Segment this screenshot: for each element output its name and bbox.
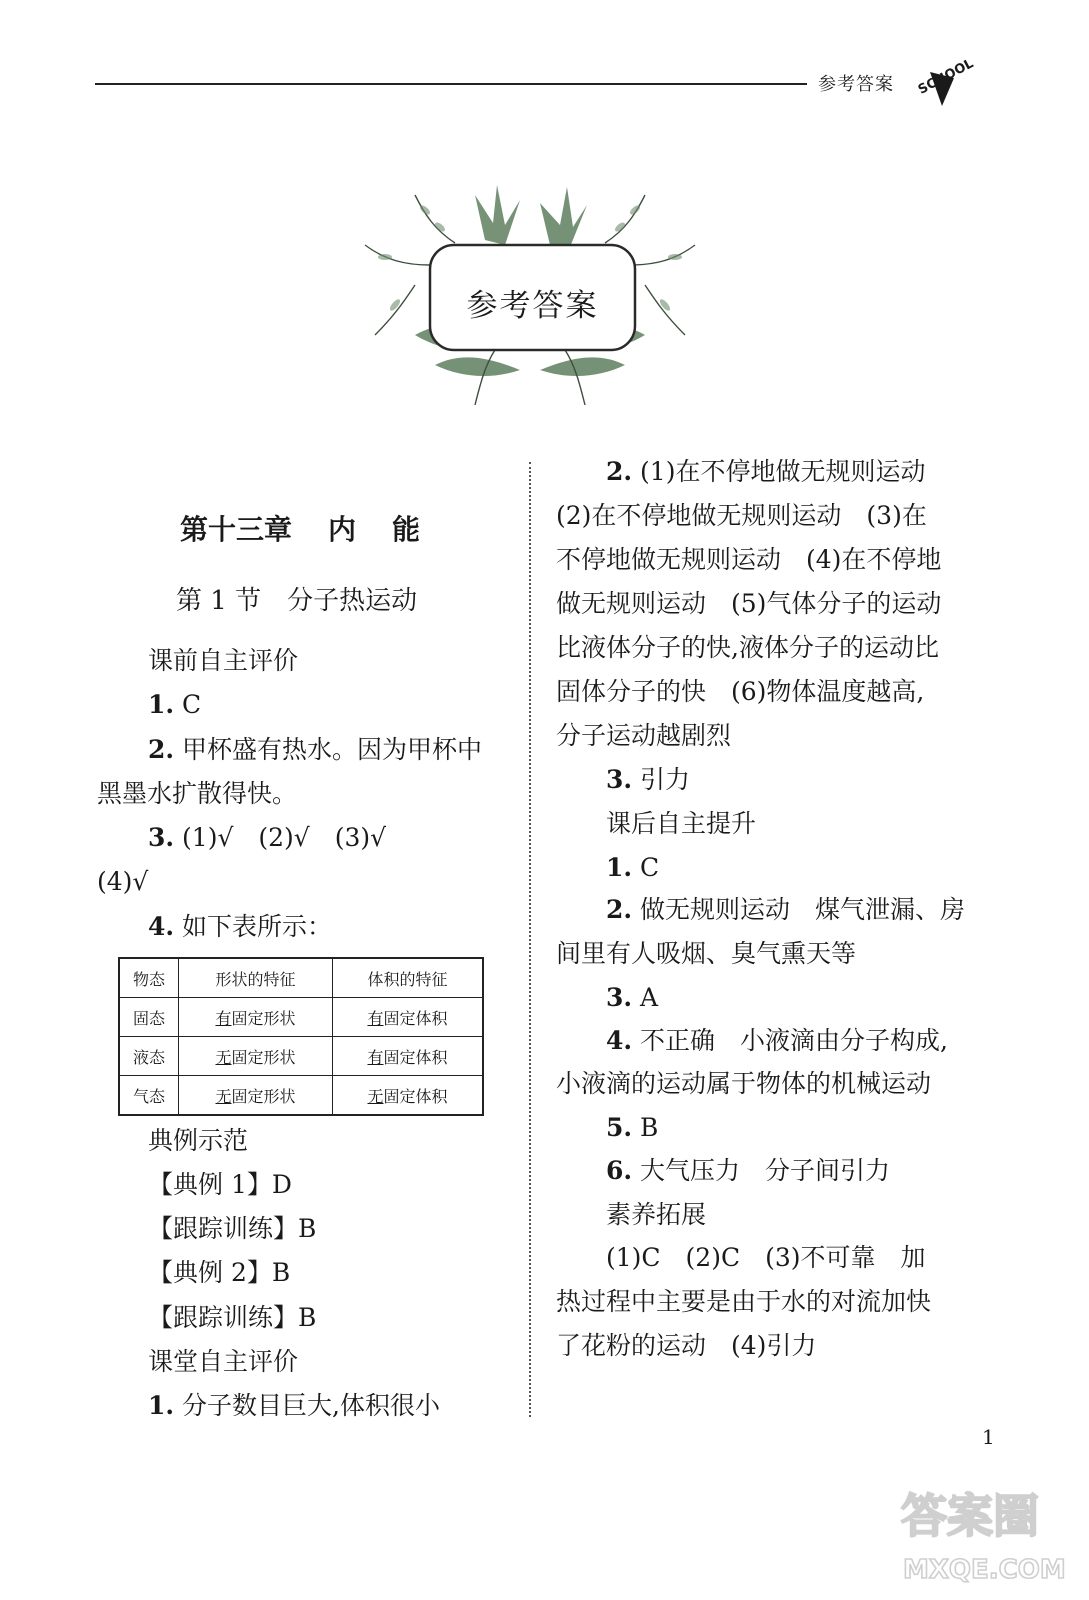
chapter-name-part1: 内: [328, 513, 357, 546]
table-row: [119, 1037, 483, 1076]
left-line-4: 黑墨水扩散得快。: [97, 779, 298, 808]
table-cell: 无固定形状: [179, 1076, 333, 1116]
right-line-4: 做无规则运动 (5)气体分子的运动: [556, 589, 942, 618]
section-title: 第 1 节 分子热运动: [176, 586, 418, 616]
table-cell: 有固定体积: [333, 998, 484, 1037]
right-line-19: (1)C (2)C (3)不可靠 加: [606, 1243, 926, 1272]
right-line-2: (2)在不停地做无规则运动 (3)在: [556, 501, 927, 530]
column-divider: [529, 462, 531, 1417]
chapter-name-part2: 能: [392, 513, 421, 546]
chapter-number: 第十三章: [180, 513, 293, 546]
left-line-11: 【典例 2】B: [148, 1258, 291, 1287]
table-cell: 无固定形状: [179, 1037, 333, 1076]
watermark-logo: [893, 1470, 1073, 1590]
right-line-16: 5. B: [606, 1113, 659, 1142]
right-line-9: 课后自主提升: [606, 809, 757, 838]
banner-title: 参考答案: [466, 288, 599, 324]
school-logo-text: SCHOOL: [915, 56, 977, 98]
table-cell: 有固定体积: [333, 1037, 484, 1076]
left-line-3: 2. 甲杯盛有热水。因为甲杯中: [148, 735, 483, 764]
left-line-2: 1. C: [148, 690, 202, 719]
table-cell: 有固定形状: [179, 998, 333, 1037]
table-cell: 固态: [119, 998, 179, 1037]
right-line-7: 分子运动越剧烈: [556, 721, 732, 750]
header-rule: [95, 83, 807, 85]
right-line-5: 比液体分子的快,液体分子的运动比: [556, 633, 939, 662]
left-line-8: 典例示范: [148, 1126, 249, 1155]
right-line-3: 不停地做无规则运动 (4)在不停地: [556, 545, 942, 574]
right-line-13: 3. A: [606, 983, 659, 1012]
states-table: [118, 957, 484, 1116]
right-line-18: 素养拓展: [606, 1200, 707, 1229]
school-pin-logo: [908, 48, 978, 112]
watermark-text-main: 答案圈: [901, 1489, 1039, 1543]
table-row: [119, 998, 483, 1037]
table-cell: 液态: [119, 1037, 179, 1076]
left-line-12: 【跟踪训练】B: [148, 1303, 317, 1332]
left-line-1: 课前自主评价: [148, 646, 299, 675]
right-line-11: 2. 做无规则运动 煤气泄漏、房: [606, 895, 966, 924]
watermark-text-url: MXQE.COM: [903, 1555, 1066, 1585]
left-line-7: 4. 如下表所示：: [148, 912, 333, 941]
table-header-row: [119, 958, 483, 998]
running-header: 参考答案: [818, 74, 894, 95]
page-number: 1: [982, 1425, 995, 1449]
left-line-6: (4)√: [97, 867, 149, 896]
table-cell: 气态: [119, 1076, 179, 1116]
table-header-cell: 物态: [119, 958, 179, 998]
right-line-10: 1. C: [606, 853, 660, 882]
table-cell: 无固定体积: [333, 1076, 484, 1116]
left-line-10: 【跟踪训练】B: [148, 1214, 317, 1243]
left-line-13: 课堂自主评价: [148, 1347, 299, 1376]
right-line-17: 6. 大气压力 分子间引力: [606, 1156, 891, 1185]
left-line-14: 1. 分子数目巨大,体积很小: [148, 1391, 441, 1420]
right-line-21: 了花粉的运动 (4)引力: [556, 1331, 817, 1360]
right-line-8: 3. 引力: [606, 765, 691, 794]
table-header-cell: 体积的特征: [333, 958, 484, 998]
left-line-5: 3. (1)√ (2)√ (3)√: [148, 823, 387, 852]
right-line-6: 固体分子的快 (6)物体温度越高,: [556, 677, 925, 706]
left-line-9: 【典例 1】D: [148, 1170, 292, 1199]
right-line-15: 小液滴的运动属于物体的机械运动: [556, 1069, 932, 1098]
chapter-title: [180, 508, 420, 548]
right-line-1: 2. (1)在不停地做无规则运动: [606, 457, 926, 486]
table-header-cell: 形状的特征: [179, 958, 333, 998]
table-row: [119, 1076, 483, 1116]
right-line-12: 间里有人吸烟、臭气熏天等: [556, 939, 857, 968]
right-line-20: 热过程中主要是由于水的对流加快: [556, 1287, 932, 1316]
right-line-14: 4. 不正确 小液滴由分子构成,: [606, 1026, 949, 1055]
